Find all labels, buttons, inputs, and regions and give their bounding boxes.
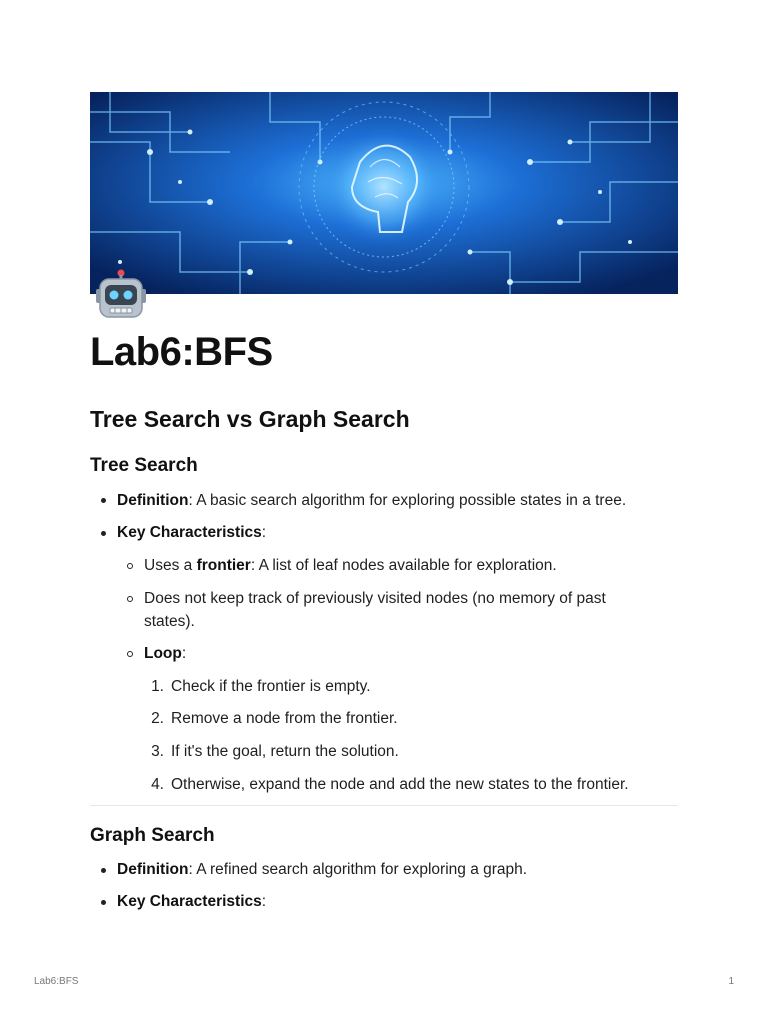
page-number: 1 bbox=[728, 976, 734, 987]
bullet-icon bbox=[101, 531, 106, 536]
circle-bullet-icon bbox=[127, 563, 133, 569]
bullet-icon bbox=[101, 900, 106, 905]
graph-search-heading: Graph Search bbox=[90, 825, 215, 846]
circle-bullet-icon bbox=[127, 596, 133, 602]
separator: : bbox=[181, 645, 187, 662]
step-text: If it's the goal, return the solution. bbox=[171, 743, 399, 760]
graph-definition bbox=[117, 858, 527, 881]
frontier-pre: Uses a bbox=[144, 557, 197, 574]
section-heading: Tree Search vs Graph Search bbox=[90, 406, 410, 432]
divider bbox=[90, 805, 678, 806]
tree-key-characteristics bbox=[117, 521, 266, 544]
tree-search-heading: Tree Search bbox=[90, 455, 198, 476]
step-text: Remove a node from the frontier. bbox=[171, 710, 398, 727]
bullet-icon bbox=[101, 498, 106, 503]
step-text: Check if the frontier is empty. bbox=[171, 678, 371, 695]
bullet-icon bbox=[101, 868, 106, 873]
definition-label: Definition bbox=[117, 492, 189, 509]
definition-text: A basic search algorithm for exploring possible states in a tree. bbox=[192, 492, 627, 509]
circle-bullet-icon bbox=[127, 651, 133, 657]
key-label: Key Characteristics bbox=[117, 524, 262, 541]
frontier-text: : A list of leaf nodes available for exploration. bbox=[250, 557, 557, 574]
frontier-label: frontier bbox=[196, 557, 251, 574]
separator: : bbox=[261, 524, 267, 541]
footer-title: Lab6:BFS bbox=[34, 976, 79, 987]
memory-item-line2: states). bbox=[144, 613, 195, 630]
step-number: 4. bbox=[151, 776, 164, 793]
loop-item bbox=[144, 642, 186, 665]
step-number: 1. bbox=[151, 678, 164, 695]
loop-label: Loop bbox=[144, 645, 182, 662]
robot-icon bbox=[94, 268, 148, 322]
separator: : bbox=[261, 893, 267, 910]
definition-label: Definition bbox=[117, 861, 189, 878]
frontier-item bbox=[144, 554, 557, 577]
key-label: Key Characteristics bbox=[117, 893, 262, 910]
step-text: Otherwise, expand the node and add the new states to the frontier. bbox=[171, 776, 629, 793]
tree-definition bbox=[117, 489, 626, 512]
separator: : bbox=[188, 861, 193, 878]
step-number: 2. bbox=[151, 710, 164, 727]
definition-text: A refined search algorithm for exploring a graph. bbox=[192, 861, 528, 878]
graph-key-characteristics bbox=[117, 890, 266, 913]
step-number: 3. bbox=[151, 743, 164, 760]
cover-image bbox=[90, 92, 678, 294]
memory-item-line1: Does not keep track of previously visited nodes (no memory of past bbox=[144, 590, 606, 607]
separator: : bbox=[188, 492, 193, 509]
page-title: Lab6:BFS bbox=[90, 330, 273, 374]
